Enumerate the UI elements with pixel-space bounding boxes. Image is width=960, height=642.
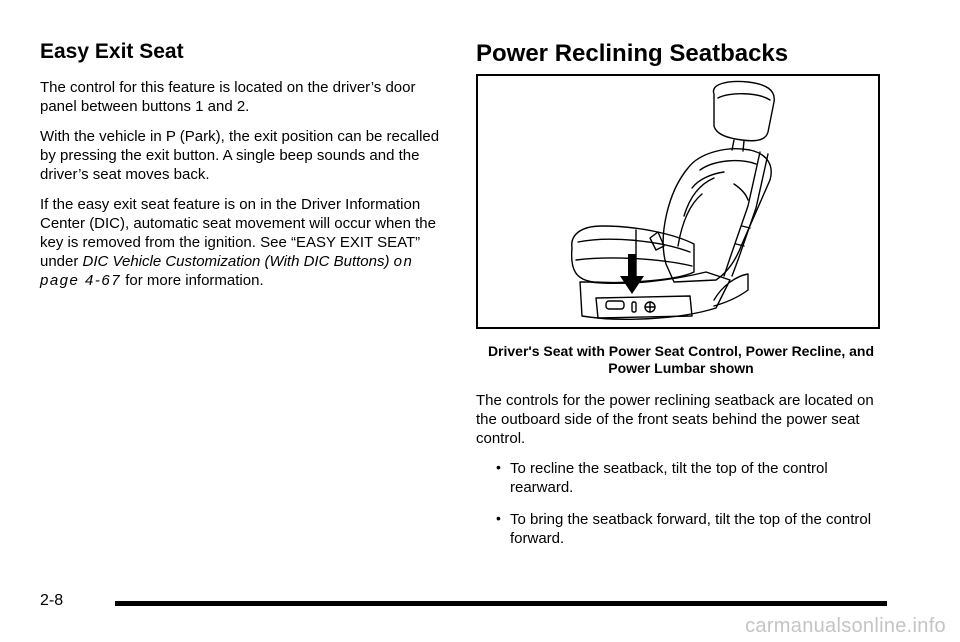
bullet-icon: • (496, 510, 501, 526)
section-heading-power-reclining: Power Reclining Seatbacks (476, 40, 789, 67)
horizontal-seat-switch (606, 301, 624, 309)
right-column (476, 40, 886, 561)
list-item-text: To bring the seatback forward, tilt the top of the control forward. (510, 511, 872, 547)
seat-illustration (476, 74, 880, 329)
dic-page-reference: on page 4‑67 (40, 253, 414, 289)
list-item (476, 510, 886, 548)
paragraph-controls-location: The controls for the power reclining seatback are located on the outboard side of the front seats behind the power seat control. (476, 392, 874, 447)
left-column (40, 40, 440, 301)
paragraph-dic-setting (40, 195, 440, 290)
seat-trim-illustration (580, 272, 730, 319)
bullet-icon: • (496, 459, 501, 475)
recline-instructions-list (476, 459, 886, 548)
paragraph-control-location: The control for this feature is located on the driver’s door panel between buttons 1 and 2. (40, 79, 416, 115)
list-item-text: To recline the seatback, tilt the top of the control rearward. (510, 460, 828, 496)
paragraph-dic-text-end: for more information. (121, 272, 264, 289)
seatback-illustration (663, 149, 771, 282)
page-number: 2-8 (40, 592, 64, 609)
paragraph-dic-text: If the easy exit seat feature is on in the Driver Information Center (DIC), automatic seat movement will occur when the key is removed from the ignition. See “EASY EXIT SEAT” under (40, 196, 436, 270)
footer-rule (115, 601, 887, 606)
dic-cross-reference: DIC Vehicle Customization (With DIC Buttons) (82, 253, 390, 270)
watermark: carmanualsonline.info (745, 615, 946, 637)
list-item (476, 459, 886, 497)
headrest-illustration (713, 82, 774, 141)
recline-control-arrow (620, 254, 644, 294)
paragraph-park-recall: With the vehicle in P (Park), the exit position can be recalled by pressing the exit button. A single beep sounds and the driver’s seat moves back. (40, 128, 440, 183)
power-seat-control-panel (596, 296, 692, 318)
lumbar-switch (632, 302, 636, 312)
section-heading-easy-exit-seat: Easy Exit Seat (40, 40, 184, 63)
figure-caption: Driver's Seat with Power Seat Control, Power Recline, and Power Lumbar shown (487, 343, 875, 376)
